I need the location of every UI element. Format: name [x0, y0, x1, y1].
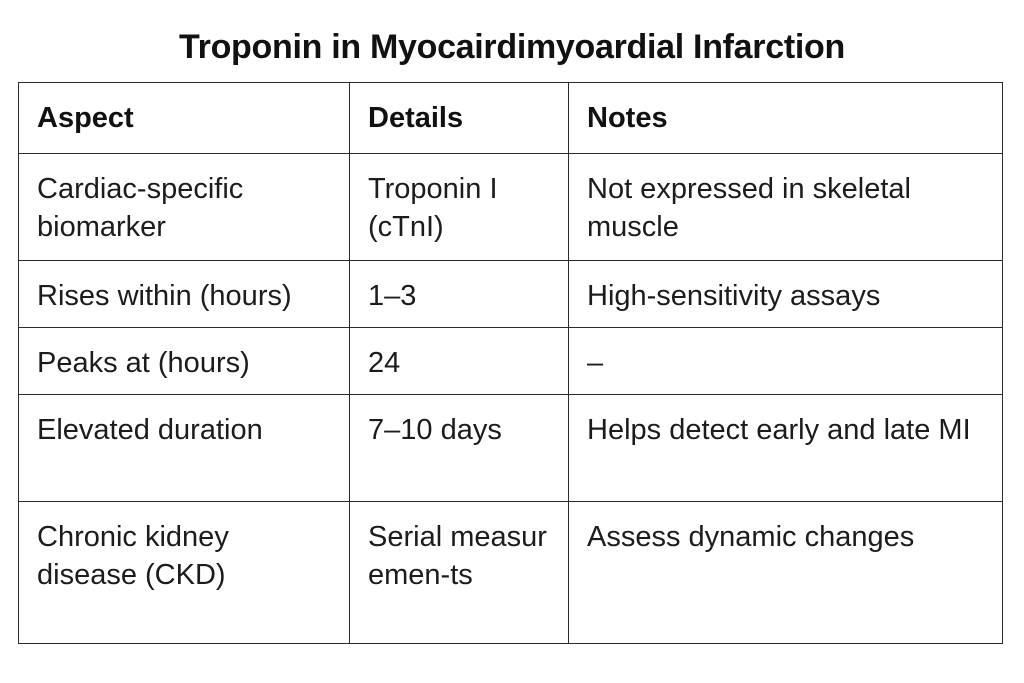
column-header-details: Details	[350, 83, 569, 154]
column-header-notes: Notes	[569, 83, 1003, 154]
cell-notes: Not expressed in skeletal muscle	[569, 154, 1003, 261]
page-title: Troponin in Myocairdimyoardial Infarction	[179, 28, 845, 66]
table-header-row	[19, 83, 1003, 154]
cell-details: Troponin I (cTnI)	[350, 154, 569, 261]
cell-details: 24	[350, 328, 569, 395]
table-row	[19, 395, 1003, 502]
cell-details: Serial measuremen-ts	[350, 502, 569, 644]
cell-aspect: Elevated duration	[19, 395, 350, 502]
cell-aspect: Peaks at (hours)	[19, 328, 350, 395]
troponin-table	[18, 82, 1003, 644]
column-header-aspect: Aspect	[19, 83, 350, 154]
cell-notes: –	[569, 328, 1003, 395]
cell-aspect: Rises within (hours)	[19, 261, 350, 328]
cell-notes: Helps detect early and late MI	[569, 395, 1003, 502]
cell-details: 7–10 days	[350, 395, 569, 502]
cell-aspect: Cardiac-specific biomarker	[19, 154, 350, 261]
table-row	[19, 502, 1003, 644]
cell-notes: High-sensitivity assays	[569, 261, 1003, 328]
cell-notes: Assess dynamic changes	[569, 502, 1003, 644]
cell-aspect: Chronic kidney disease (CKD)	[19, 502, 350, 644]
table-row	[19, 328, 1003, 395]
table-row	[19, 154, 1003, 261]
cell-details: 1–3	[350, 261, 569, 328]
table-row	[19, 261, 1003, 328]
